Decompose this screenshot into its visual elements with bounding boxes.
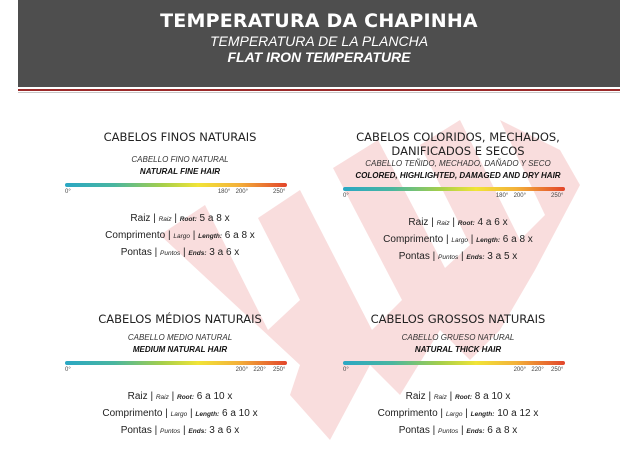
scale-range-high-label: 220° (253, 367, 266, 373)
panel-title-es: CABELLO MEDIO NATURAL (127, 333, 233, 342)
ends-row: Pontas | Puntos | Ends: 6 a 8 x (398, 425, 518, 436)
panel-title: CABELOS COLORIDOS, MECHADOS, DANIFICADOS E SECOS (356, 130, 560, 158)
panel-title-es: CABELLO TEÑIDO, MECHADO, DAÑADO Y SECO (365, 159, 551, 168)
panel-thick-hair (343, 312, 573, 440)
scale-range-high-label: 200° (235, 189, 249, 195)
temperature-scale (343, 361, 573, 385)
scale-range-low-label: 180° (217, 189, 231, 195)
length-value: 6 a 8 x (224, 230, 255, 241)
panel-title: CABELOS FINOS NATURAIS (103, 130, 257, 144)
scale-range-low-label: 200° (235, 367, 249, 373)
header-divider-thin (18, 92, 620, 93)
ends-value: 3 a 5 x (487, 251, 518, 262)
length-value: 6 a 8 x (502, 234, 533, 245)
length-row: Comprimento | Largo | Length: 10 a 12 x (377, 408, 539, 419)
panel-title-en: COLORED, HIGHLIGHTED, DAMAGED AND DRY HAIR (355, 171, 561, 180)
panel-fine-hair (65, 130, 295, 262)
page-subtitle-en: FLAT IRON TEMPERATURE (227, 49, 411, 65)
header-banner (18, 0, 620, 87)
temperature-gradient-bar (65, 361, 287, 365)
ends-value: 6 a 8 x (487, 425, 518, 436)
scale-range-high-label: 220° (531, 367, 544, 373)
scale-max-label: 250° (273, 189, 286, 195)
length-row: Comprimento | Largo | Length: 6 a 10 x (102, 408, 258, 419)
root-value: 6 a 10 x (196, 391, 233, 402)
panel-medium-hair (65, 312, 295, 440)
root-row: Raiz | Raiz | Root: 4 a 6 x (408, 217, 508, 228)
ends-value: 3 a 6 x (209, 425, 240, 436)
length-row: Comprimento | Largo | Length: 6 a 8 x (105, 230, 255, 241)
panel-title-en: NATURAL THICK HAIR (414, 345, 502, 354)
scale-range-low-label: 180° (495, 193, 509, 199)
page-title: TEMPERATURA DA CHAPINHA (160, 10, 478, 32)
temperature-scale (65, 361, 295, 385)
scale-min-label: 0° (343, 367, 349, 373)
temperature-gradient-bar (343, 361, 565, 365)
scale-range-high-label: 200° (513, 193, 527, 199)
temperature-scale (343, 187, 573, 211)
panel-title: CABELOS GROSSOS NATURAIS (370, 312, 546, 326)
scale-min-label: 0° (343, 193, 349, 199)
header-divider (18, 89, 620, 91)
root-row: Raiz | Raiz | Root: 5 a 8 x (130, 213, 230, 224)
temperature-scale (65, 183, 295, 207)
root-value: 8 a 10 x (474, 391, 511, 402)
length-value: 10 a 12 x (497, 408, 539, 419)
panel-title-en: NATURAL FINE HAIR (139, 167, 221, 176)
length-value: 6 a 10 x (222, 408, 258, 419)
ends-row: Pontas | Puntos | Ends: 3 a 6 x (120, 425, 240, 436)
panel-colored-hair (343, 130, 573, 266)
scale-min-label: 0° (65, 189, 71, 195)
ends-row: Pontas | Puntos | Ends: 3 a 5 x (398, 251, 518, 262)
scale-max-label: 250° (551, 193, 564, 199)
temperature-gradient-bar (65, 183, 287, 187)
root-value: 5 a 8 x (199, 213, 230, 224)
panel-title-es: CABELLO FINO NATURAL (131, 155, 229, 164)
temperature-gradient-bar (343, 187, 565, 191)
scale-min-label: 0° (65, 367, 71, 373)
root-row: Raiz | Raiz | Root: 6 a 10 x (127, 391, 233, 402)
page-subtitle-es: TEMPERATURA DE LA PLANCHA (209, 33, 429, 49)
scale-max-label: 250° (273, 367, 286, 373)
panel-title: CABELOS MÉDIOS NATURAIS (98, 312, 262, 326)
scale-range-low-label: 200° (513, 367, 527, 373)
length-row: Comprimento | Largo | Length: 6 a 8 x (383, 234, 533, 245)
panel-title-es: CABELLO GRUESO NATURAL (401, 333, 515, 342)
root-value: 4 a 6 x (477, 217, 508, 228)
ends-value: 3 a 6 x (209, 247, 240, 258)
panel-title-en: MEDIUM NATURAL HAIR (132, 345, 228, 354)
ends-row: Pontas | Puntos | Ends: 3 a 6 x (120, 247, 240, 258)
scale-max-label: 250° (551, 367, 564, 373)
root-row: Raiz | Raiz | Root: 8 a 10 x (405, 391, 511, 402)
